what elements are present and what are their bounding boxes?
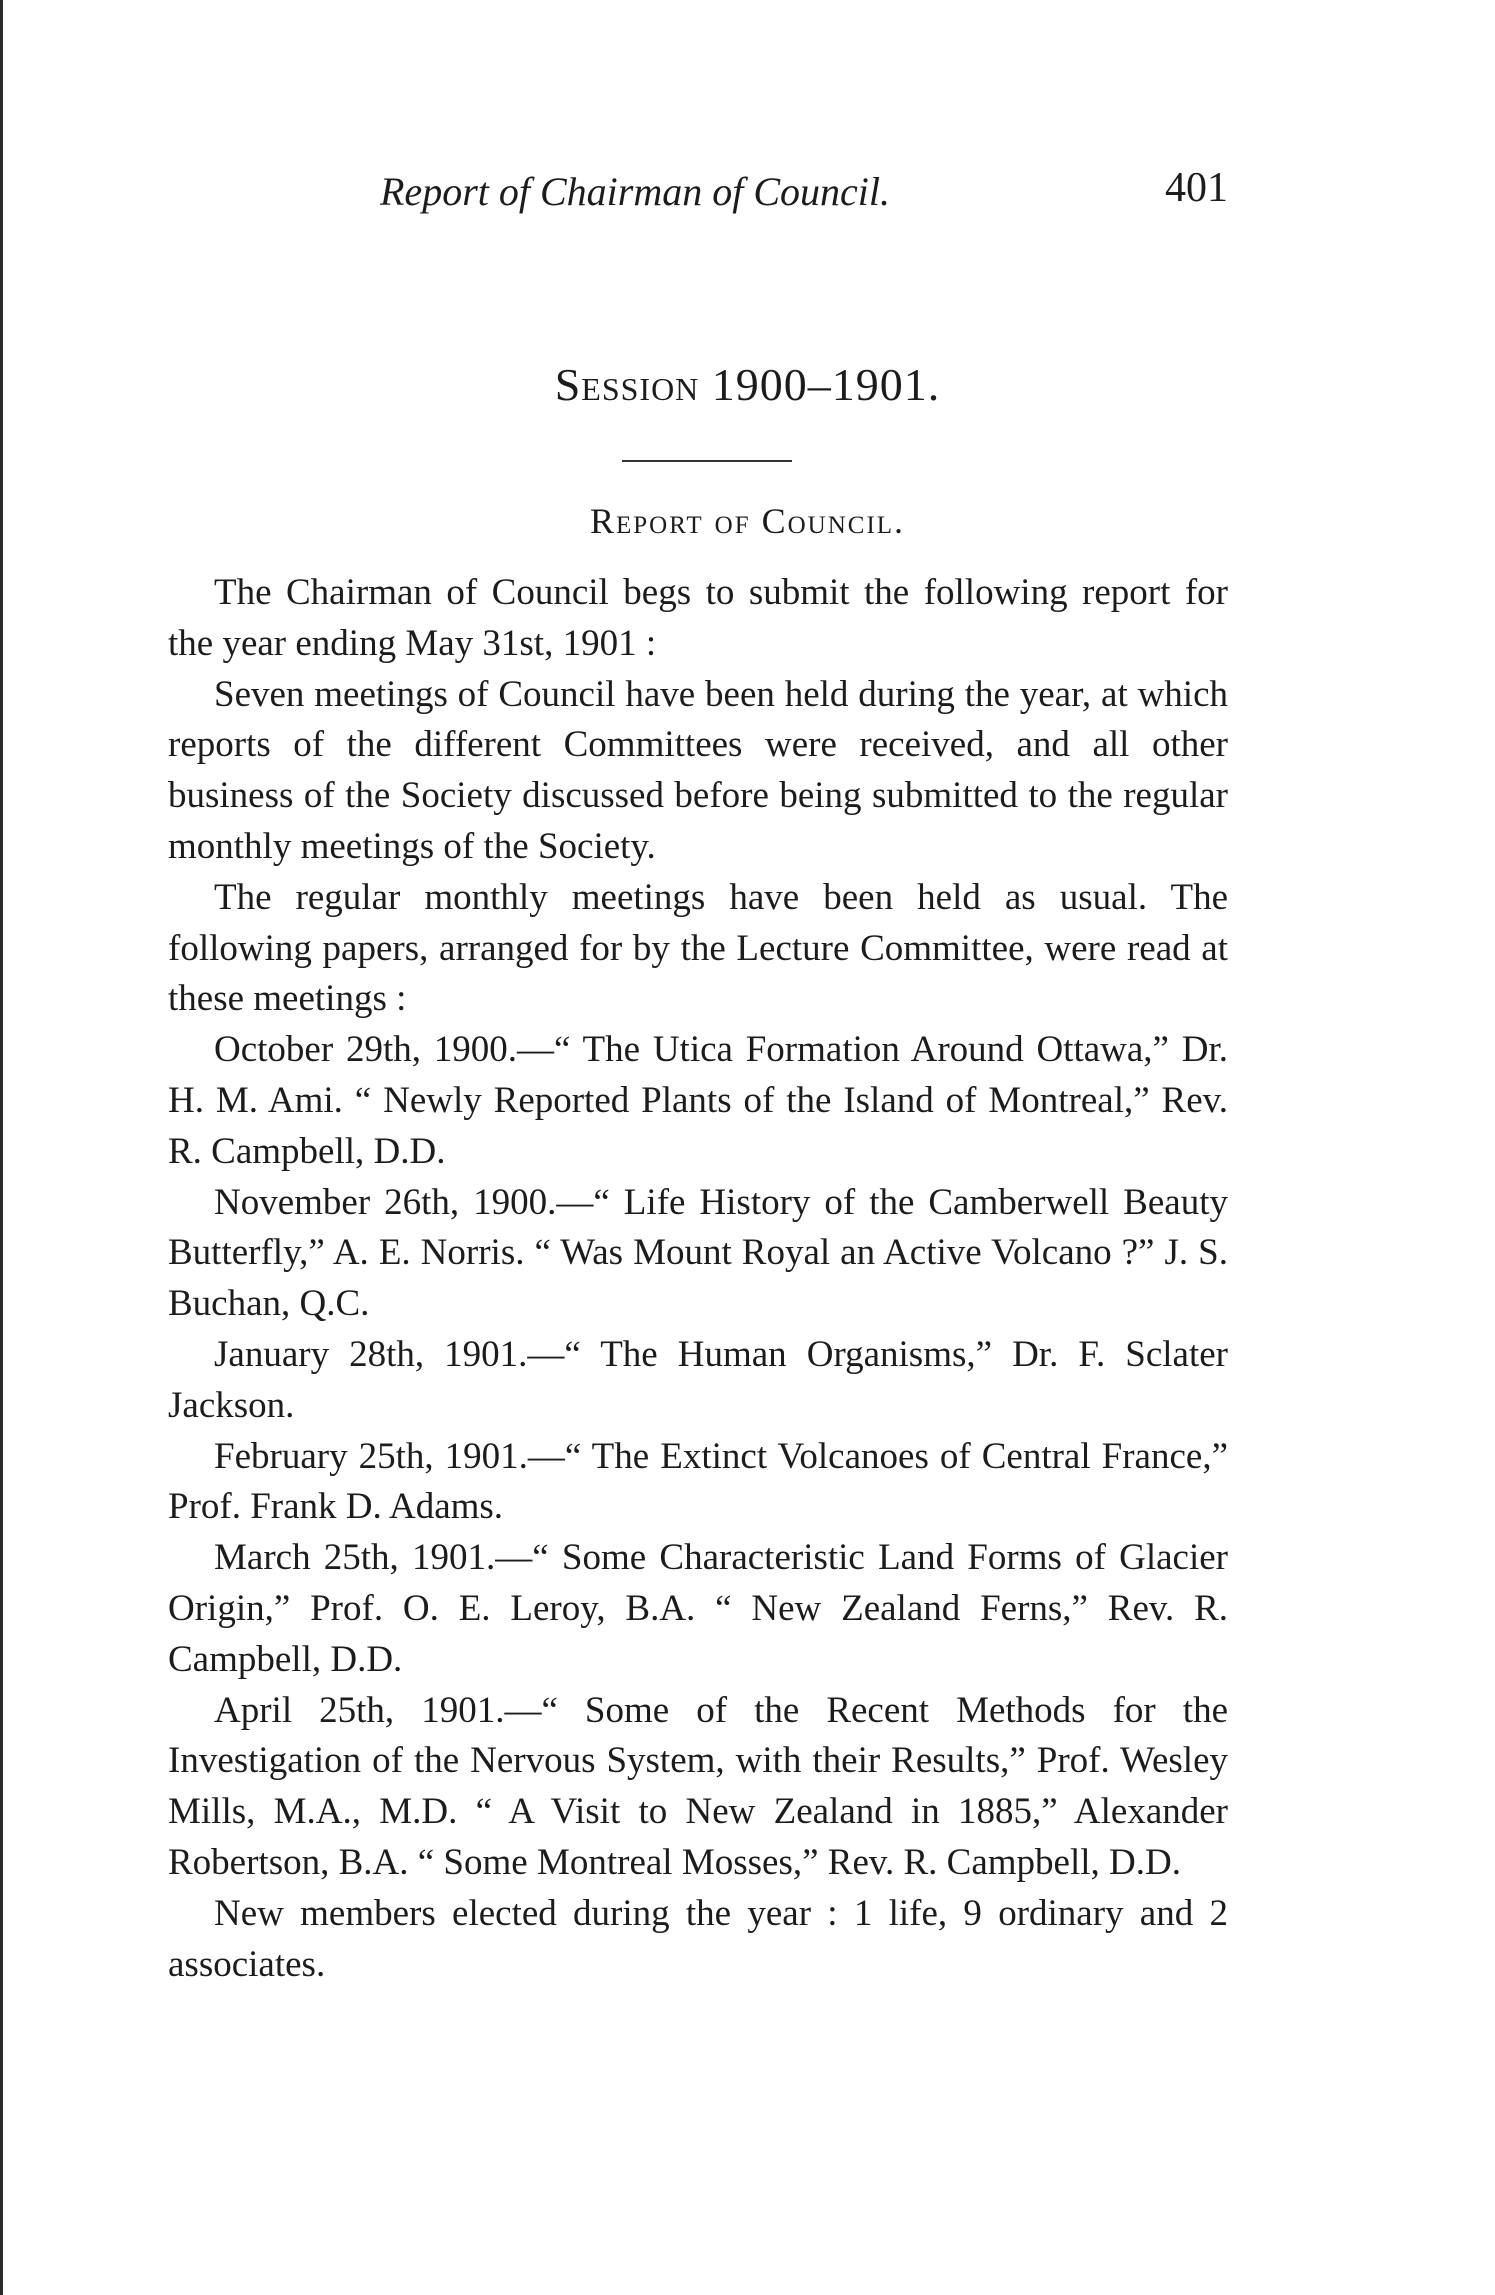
paragraph-council-meetings: Seven meetings of Council have been held during the year, at which reports of the different Committees were received, and all other business of the Society discussed before being submitted to the regular monthly meetings of the Society.	[168, 673, 1228, 867]
page-edge-line	[0, 0, 3, 2295]
section-rule	[622, 460, 792, 462]
report-body	[168, 568, 1228, 1990]
paragraph-monthly-meetings: The regular monthly meetings have been held as usual. The following papers, arranged for by the Lecture Committee, were read at these meetings :	[168, 876, 1228, 1020]
paragraph-january: January 28th, 1901.—“ The Human Organisms,” Dr. F. Sclater Jackson.	[168, 1333, 1228, 1426]
session-years: 1900–1901.	[711, 359, 941, 410]
paragraph-intro: The Chairman of Council begs to submit the following report for the year ending May 31st, 1901 :	[168, 572, 1228, 664]
session-word: Session	[554, 359, 700, 410]
page-number: 401	[1165, 165, 1228, 211]
paragraph-april: April 25th, 1901.—“ Some of the Recent Methods for the Investigation of the Nervous System, with their Results,” Prof. Wesley Mills, M.A., M.D. “ A Visit to New Zealand in 1885,” Alexander Robertson, B.A. “ Some Montreal Mosses,” Rev. R. Campbell, D.D.	[168, 1689, 1228, 1883]
session-heading	[0, 358, 1495, 411]
paragraph-march: March 25th, 1901.—“ Some Characteristic Land Forms of Glacier Origin,” Prof. O. E. Leroy, B.A. “ New Zealand Ferns,” Rev. R. Campbell, D.D.	[168, 1537, 1228, 1680]
paragraph-new-members: New members elected during the year : 1 life, 9 ordinary and 2 associates.	[168, 1892, 1228, 1985]
paragraph-february: February 25th, 1901.—“ The Extinct Volcanoes of Central France,” Prof. Frank D. Adams.	[168, 1435, 1228, 1528]
paragraph-october: October 29th, 1900.—“ The Utica Formation Around Ottawa,” Dr. H. M. Ami. “ Newly Reported Plants of the Island of Montreal,” Rev. R. Campbell, D.D.	[168, 1029, 1228, 1172]
running-title: Report of Chairman of Council.	[380, 169, 890, 214]
paragraph-november: November 26th, 1900.—“ Life History of the Camberwell Beauty Butterfly,” A. E. Norris. “ Was Mount Royal an Active Volcano ?” J. S. Buchan, Q.C.	[168, 1181, 1228, 1325]
report-heading: Report of Council.	[589, 501, 906, 541]
